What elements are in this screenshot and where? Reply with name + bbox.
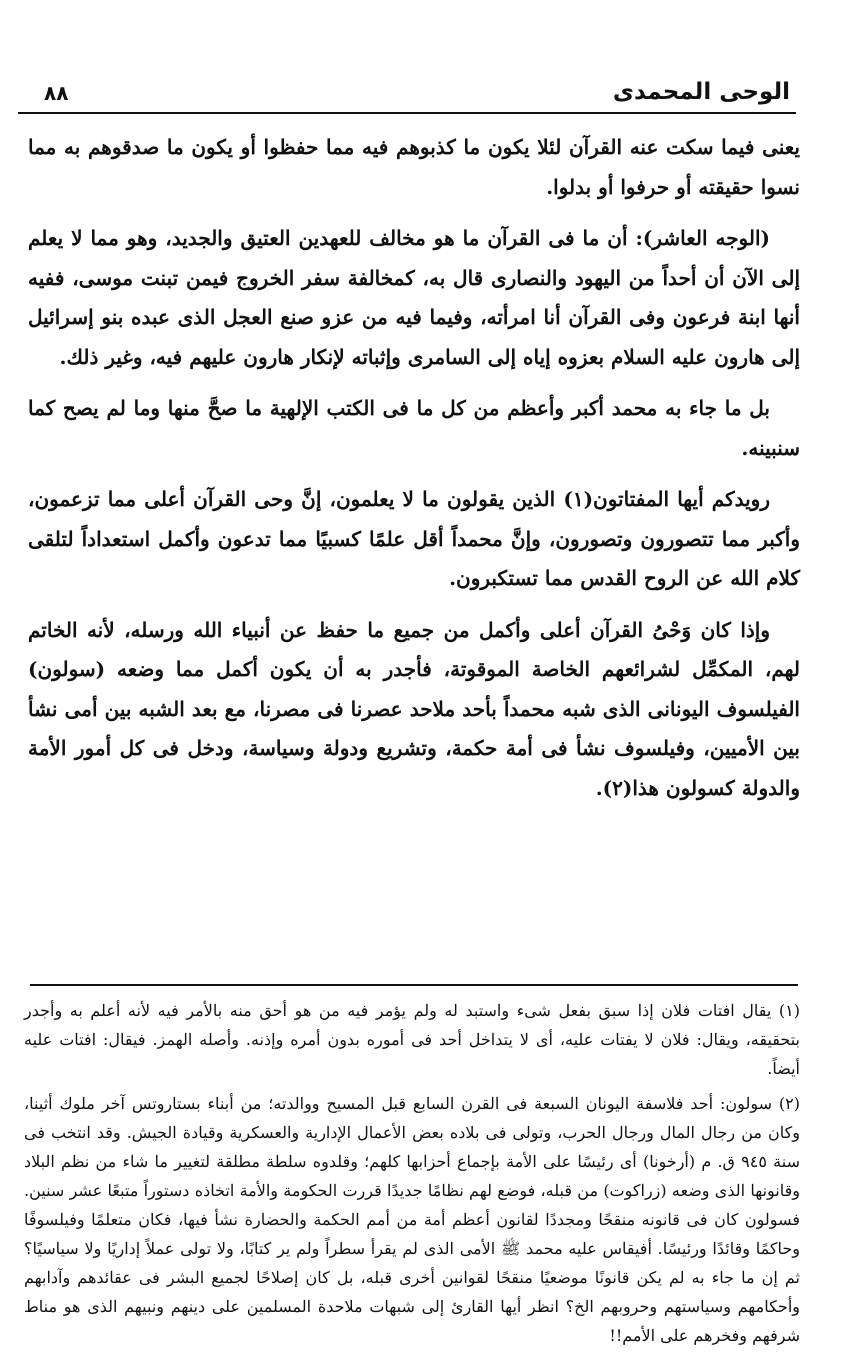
main-text [28, 128, 800, 808]
paragraph-2 [28, 219, 800, 377]
page-header [18, 74, 796, 114]
paragraph-4: رويدكم أيها المفتاتون(١) الذين يقولون ما لا يعلمون، إنَّ وحى القرآن أعلى مما تزعمون، وأكبر مما تتصورون وتصورون، وإنَّ محمداً أقل علمًا كسبيًا مما تدعون وأكمل استعداداً لتلقى كلام الله عن الروح القدس مما تستكبرون. [28, 487, 800, 590]
paragraph-3: بل ما جاء به محمد أكبر وأعظم من كل ما فى الكتب الإلهية ما صحَّ منها وما لم يصح كما سنبينه. [28, 396, 800, 460]
running-title: الوحى المحمدى [612, 79, 790, 105]
paragraph-1: يعنى فيما سكت عنه القرآن لئلا يكون ما كذبوهم فيه مما حفظوا أو يكون ما صدقوهم به مما نسوا حقيقته أو حرفوا أو بدلوا. [28, 135, 800, 199]
paragraph-2-text: أن ما فى القرآن ما هو مخالف للعهدين العتيق والجديد، وهو مما لا يعلم إلى الآن أن أحداً من اليهود والنصارى قال به، كمخالفة سفر الخروج فيمن تبنت موسى، ففيه أنها ابنة فرعون وفى القرآن أنا امرأته، وفيما فيه من عزو صنع العجل الذى عبده بنو إسرائيل إلى هارون عليه السلام بعزوه إياه إلى السامرى وإثباته لإنكار هارون عليهم فيه، وغير ذلك. [28, 226, 800, 369]
footnote-2: (٢) سولون: أحد فلاسفة اليونان السبعة فى القرن السابع قبل المسيح ووالدته؛ من أبناء بستاروتس آخر ملوك أثينا، وكان من رجال المال ورجال الحرب، وتولى فى بلاده بعض الأعمال الإدارية والعسكرية وقيادة الجيش. وقد انتخب فى سنة ٩٤٥ ق. م (أرخونا) أى رئيسًا على الأمة بإجماع أحزابها كلهم؛ وقلدوه سلطة مطلقة لتغيير ما شاء من نظم البلاد وقانونها الذى وضعه (زراكوت) من قبله، فوضع لهم نظامًا جديدًا قررت الحكومة والأمة اتخاذه دستوراً متبعًا عشر سنين. فسولون كان فى قانونه منقحًا ومجددًا لقانون أعظم أمة من أمم الحكمة والحضارة نشأ فيها، فكان متعلمًا وفيلسوفًا وحاكمًا وقائدًا ورئيسًا. أفيقاس عليه محمد ﷺ الأمى الذى لم يقرأ سطراً ولم ير كتابًا، ولا تولى عملاً إداريًا ولا سياسيًا؟ ثم إن ما جاء به لم يكن قانونًا موضعيًا منقحًا لقوانين أخرى قبله، بل كان إصلاحًا لجميع البشر فى عقائدهم وآدابهم وأحكامهم وسياستهم وحروبهم الخ؟ انظر أيها القارئ إلى شبهات ملاحدة المسلمين على دينهم ونبيهم الذى هو مناط شرفهم وفخرهم على الأمم!! [24, 1094, 801, 1345]
page-number: ٨٨ [44, 81, 69, 105]
paragraph-5: وإذا كان وَحْىُ القرآن أعلى وأكمل من جميع ما حفظ عن أنبياء الله ورسله، لأنه الخاتم لهم، المكمِّل لشرائعهم الخاصة الموقوتة، فأجدر به أن يكون أكمل مما وضعه (سولون) الفيلسوف اليونانى الذى شبه محمداً بأحد ملاحد عصرنا فى مصرنا، مع بعد الشبه بين أمى نشأ بين الأميين، وفيلسوف نشأ فى أمة حكمة، وتشريع ودولة وسياسة، ودخل فى كل أمور الأمة والدولة كسولون هذا(٢). [28, 617, 800, 800]
footnotes [24, 996, 800, 1350]
footnote-1: (١) يقال افتات فلان إذا سبق بفعل شىء واستبد له ولم يؤمر فيه من هو أحق منه بالأمر فيه لأنه أعلم به وأجدر بتحقيقه، ويقال: فلان لا يفتات عليه، أى لا يتداخل أحد فى أموره بدون أمره وإذنه. وأصله الهمز. فيقال: افتات عليه أيضاً. [24, 1001, 801, 1078]
paragraph-2-label: (الوجه العاشر): [635, 226, 770, 250]
footnote-divider [30, 984, 798, 986]
